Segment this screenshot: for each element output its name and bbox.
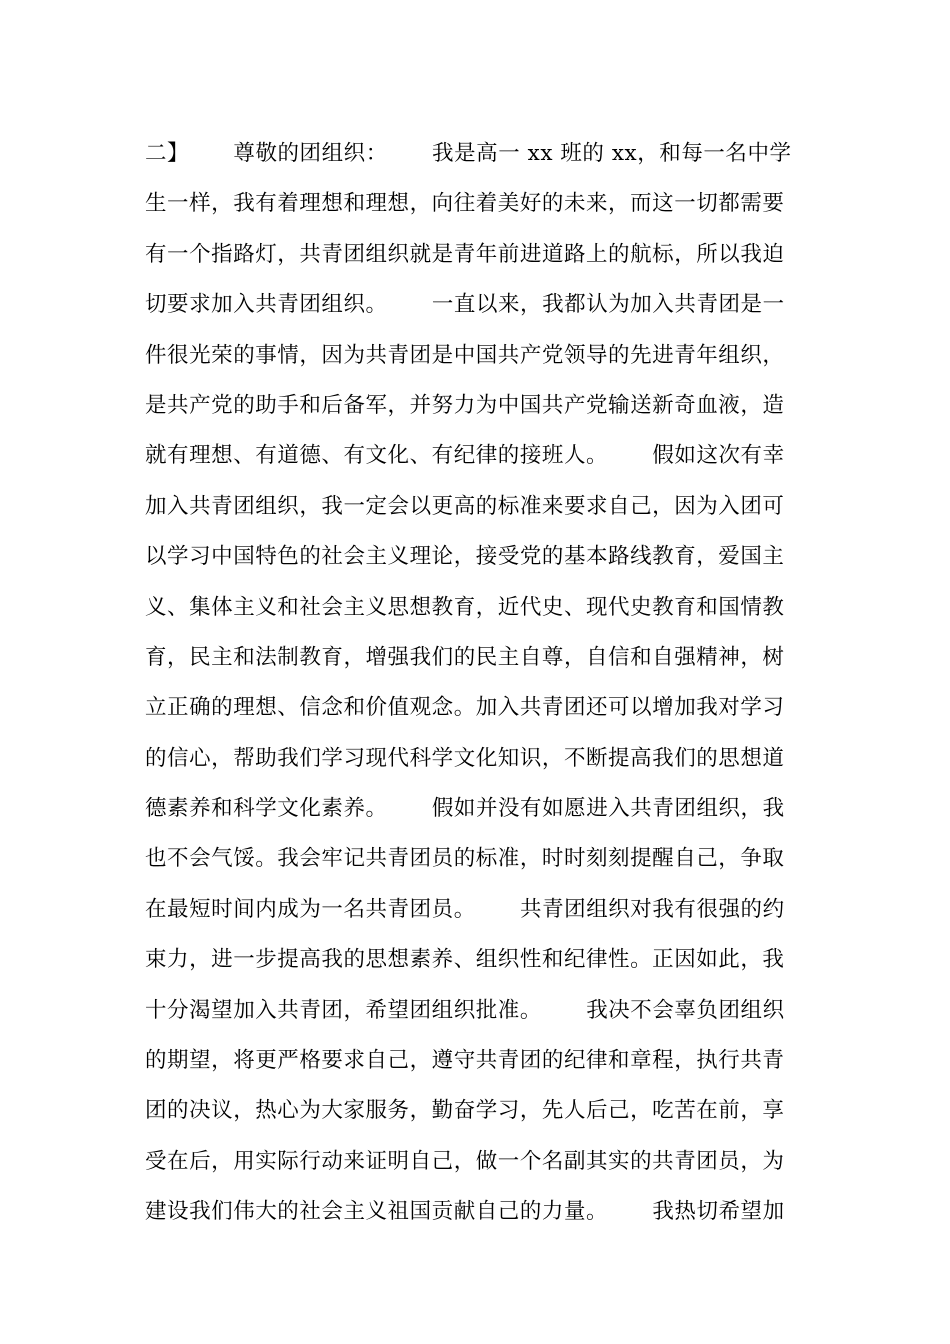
text-line: 生一样，我有着理想和理想，向往着美好的未来，而这一切都需要 xyxy=(145,191,785,217)
text-line: 束力，进一步提高我的思想素养、组织性和纪律性。正因如此，我 xyxy=(145,947,785,973)
text-line: 德素养和科学文化素养。 假如并没有如愿进入共青团组织，我 xyxy=(145,796,785,822)
text-line: 团的决议，热心为大家服务，勤奋学习，先人后己，吃苦在前，享 xyxy=(145,1098,785,1124)
text-line: 是共产党的助手和后备军，并努力为中国共产党输送新奇血液，造 xyxy=(145,392,785,418)
text-line: 受在后，用实际行动来证明自己，做一个名副其实的共青团员，为 xyxy=(145,1148,785,1174)
document-body xyxy=(145,129,815,1238)
text-line: 的信心，帮助我们学习现代科学文化知识，不断提高我们的思想道 xyxy=(145,745,785,771)
text-line: 也不会气馁。我会牢记共青团员的标准，时时刻刻提醒自己，争取 xyxy=(145,846,785,872)
text-line: 育，民主和法制教育，增强我们的民主自尊，自信和自强精神，树 xyxy=(145,644,785,670)
text-line: 立正确的理想、信念和价值观念。加入共青团还可以增加我对学习 xyxy=(145,695,785,721)
text-line: 的期望，将更严格要求自己，遵守共青团的纪律和章程，执行共青 xyxy=(145,1048,785,1074)
text-line: 二】 尊敬的团组织： 我是高一 xx 班的 xx，和每一名中学 xyxy=(145,141,792,166)
text-line: 十分渴望加入共青团，希望团组织批准。 我决不会辜负团组织 xyxy=(145,997,785,1023)
text-line: 有一个指路灯，共青团组织就是青年前进道路上的航标，所以我迫 xyxy=(145,241,785,267)
text-line: 义、集体主义和社会主义思想教育，近代史、现代史教育和国情教 xyxy=(145,594,785,620)
text-line: 在最短时间内成为一名共青团员。 共青团组织对我有很强的约 xyxy=(145,896,785,922)
text-line: 加入共青团组织，我一定会以更高的标准来要求自己，因为入团可 xyxy=(145,493,785,519)
text-line: 切要求加入共青团组织。 一直以来，我都认为加入共青团是一 xyxy=(145,292,785,318)
text-line: 建设我们伟大的社会主义祖国贡献自己的力量。 我热切希望加 xyxy=(145,1199,785,1225)
text-line: 件很光荣的事情，因为共青团是中国共产党领导的先进青年组织， xyxy=(145,342,785,368)
text-line: 就有理想、有道德、有文化、有纪律的接班人。 假如这次有幸 xyxy=(145,443,785,469)
text-line: 以学习中国特色的社会主义理论，接受党的基本路线教育，爱国主 xyxy=(145,544,785,570)
